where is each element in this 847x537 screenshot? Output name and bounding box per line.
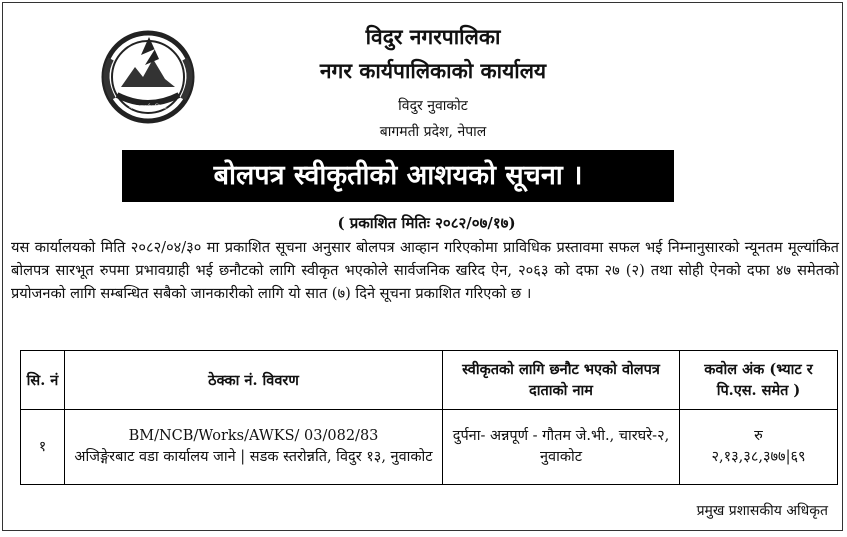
col-header-sn: सि. नं <box>21 351 65 410</box>
col-header-amount: कवोल अंक (भ्याट र पि.एस. समेत ) <box>680 351 838 410</box>
currency-symbol: रु <box>754 428 763 444</box>
cell-amount <box>680 410 838 485</box>
notice-title: बोलपत्र स्वीकृतीको आशयको सूचना । <box>122 150 674 202</box>
notice-page <box>2 2 843 531</box>
municipality-name: विदुर नगरपालिका <box>365 24 501 49</box>
notice-body: यस कार्यालयको मिति २०८२/०४/३० मा प्रकाशित सूचना अनुसार बोलपत्र आव्हान गरिएकोमा प्राविधिक प्रस्तावमा सफल भई निम्नानुसारको न्यूनतम मूल्यांकित बोलपत्र सारभूत रुपमा प्रभावग्राही भई छनौटको लागि स्वीकृत भएकोले सार्वजनिक खरिद ऐन, २०६३ को दफा २७ (२) तथा सोही ऐनको दफा ४७ समेतको प्रयोजनको लागि सम्बन्धित सबैको जानकारीको लागि यो सात (७) दिने सूचना प्रकाशित गरिएको छ । <box>11 239 839 302</box>
contract-description: अजिङ्गेरबाट वडा कार्यालय जाने | सडक स्तरोन्नति, विदुर १३, नुवाकोट <box>74 449 433 465</box>
col-header-description: ठेक्का नं. विवरण <box>65 351 443 410</box>
published-date: ( प्रकाशित मितिः २०८२/०७/१७) <box>337 214 516 232</box>
table-header-row <box>21 351 838 410</box>
signatory-title: प्रमुख प्रशासकीय अधिकृत <box>696 503 828 519</box>
cell-sn: १ <box>21 410 65 485</box>
contract-number: BM/NCB/Works/AWKS/ 03/082/83 <box>128 428 379 444</box>
office-province: बागमती प्रदेश, नेपाल <box>379 124 487 140</box>
municipality-emblem-icon <box>93 29 203 125</box>
cell-description <box>65 410 443 485</box>
office-name: नगर कार्यपालिकाको कार्यालय <box>319 58 547 83</box>
bid-table <box>20 350 838 485</box>
bid-amount: २,१३,३८,३७७|६९ <box>711 449 806 465</box>
office-location: विदुर नुवाकोट <box>398 98 468 114</box>
col-header-bidder: स्वीकृतको लागि छनौट भएको वोलपत्र दाताको नाम <box>443 351 680 410</box>
cell-bidder: दुर्पना- अन्नपूर्ण - गौतम जे.भी., चारघरे-२, नुवाकोट <box>443 410 680 485</box>
table-row <box>21 410 838 485</box>
svg-text:नगर कार्यपालिका: नगर कार्यपालिका <box>129 104 167 111</box>
